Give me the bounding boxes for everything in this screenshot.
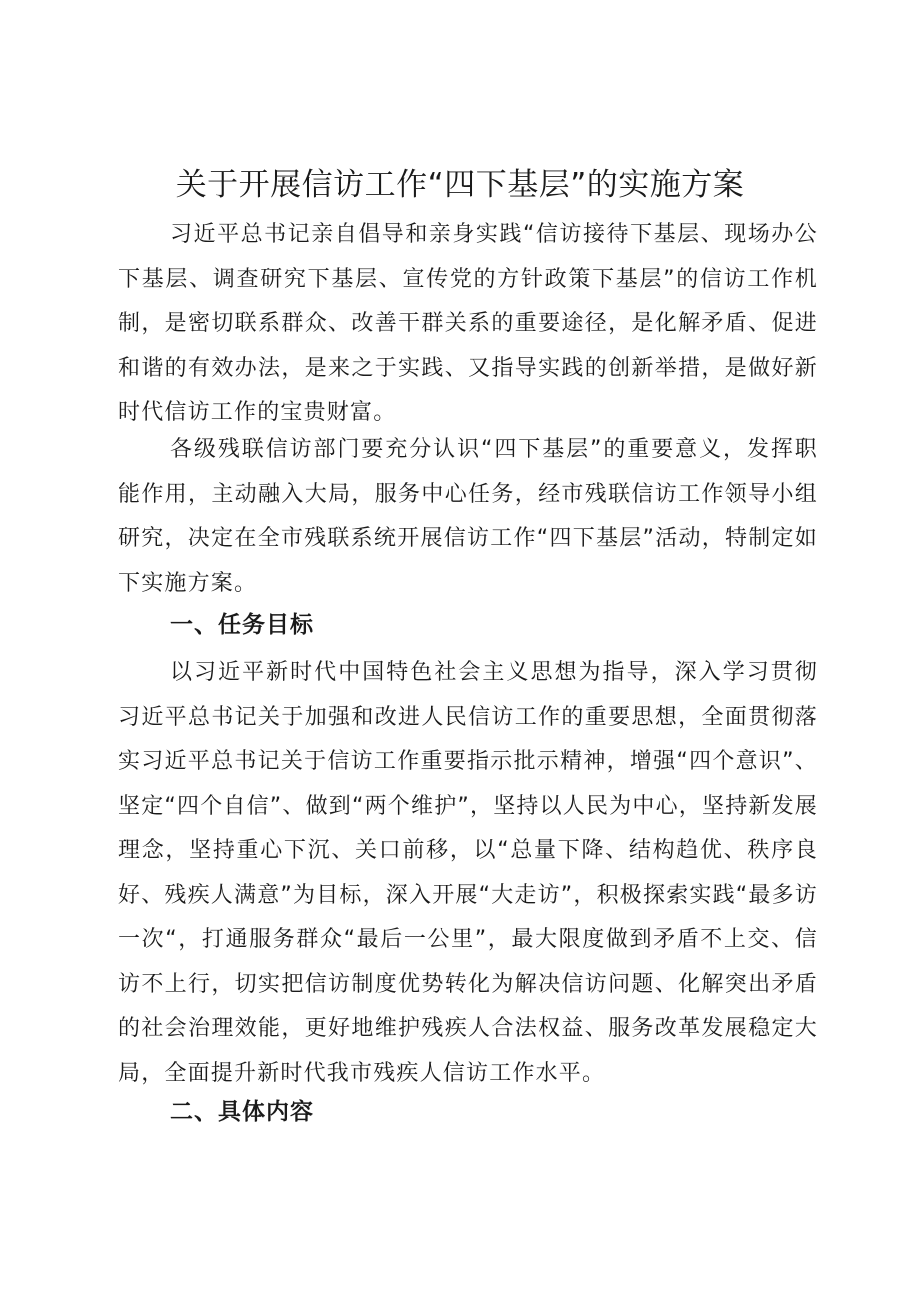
intro-paragraph: 习近平总书记亲自倡导和亲身实践“信访接待下基层、现场办公下基层、调查研究下基层、宣传党的方针政策下基层”的信访工作机制，是密切联系群众、改善干群关系的重要途径，是化解矛盾、促进和谐的有效办法，是来之于实践、又指导实践的创新举措，是做好新时代信访工作的宝贵财富。	[118, 222, 818, 425]
purpose-paragraph: 各级残联信访部门要充分认识“四下基层”的重要意义，发挥职能作用，主动融入大局，服务中心任务，经市残联信访工作领导小组研究，决定在全市残联系统开展信访工作“四下基层”活动，特制定如下实施方案。	[118, 437, 818, 596]
document-title: 关于开展信访工作“四下基层”的实施方案	[175, 167, 745, 203]
section-heading-content: 二、具体内容	[170, 1099, 314, 1125]
section-heading-objectives: 一、任务目标	[170, 612, 314, 638]
objectives-paragraph: 以习近平新时代中国特色社会主义思想为指导，深入学习贯彻习近平总书记关于加强和改进人民信访工作的重要思想，全面贯彻落实习近平总书记关于信访工作重要指示批示精神，增强“四个意识”、坚定“四个自信”、做到“两个维护”，坚持以人民为中心，坚持新发展理念，坚持重心下沉、关口前移，以“总量下降、结构趋优、秩序良好、残疾人满意”为目标，深入开展“大走访”，积极探索实践“最多访一次“，打通服务群众“最后一公里”，最大限度做到矛盾不上交、信访不上行，切实把信访制度优势转化为解决信访问题、化解突出矛盾的社会治理效能，更好地维护残疾人合法权益、服务改革发展稳定大局，全面提升新时代我市残疾人信访工作水平。	[118, 660, 818, 1086]
